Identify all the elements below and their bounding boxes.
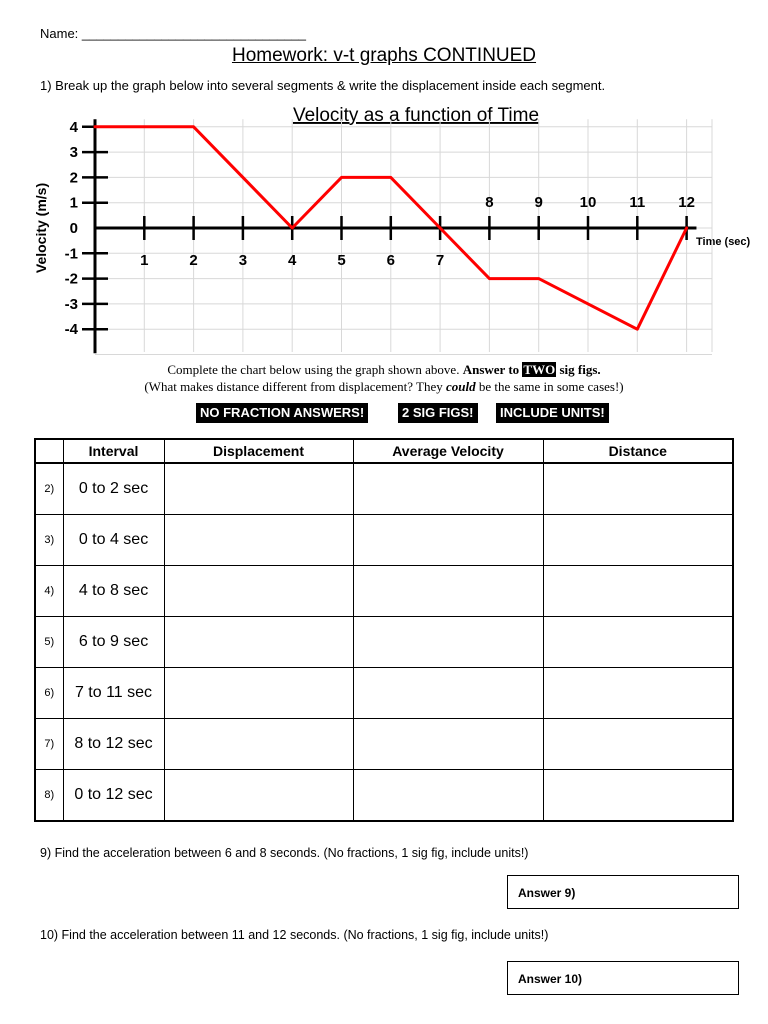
x-tick-label: 9 — [534, 194, 543, 211]
row-number: 3) — [35, 515, 63, 566]
y-tick-label: -2 — [64, 270, 78, 288]
displacement-cell[interactable] — [164, 770, 353, 822]
row-interval: 8 to 12 sec — [63, 719, 164, 770]
header-average-velocity: Average Velocity — [353, 439, 543, 463]
displacement-cell[interactable] — [164, 719, 353, 770]
distance-cell[interactable] — [543, 617, 733, 668]
instructions-line-1: Complete the chart below using the graph shown above. Answer to TWO sig figs. — [167, 362, 601, 377]
displacement-cell[interactable] — [164, 463, 353, 515]
average-velocity-cell[interactable] — [353, 617, 543, 668]
answer-10-label: Answer 10) — [518, 972, 583, 986]
displacement-cell[interactable] — [164, 617, 353, 668]
header-interval: Interval — [63, 439, 164, 463]
y-tick-label: -3 — [64, 295, 78, 313]
row-number: 5) — [35, 617, 63, 668]
table-row — [35, 617, 733, 668]
page-title: Homework: v-t graphs CONTINUED — [231, 45, 537, 66]
x-tick-label: 10 — [579, 194, 597, 211]
header-displacement: Displacement — [164, 439, 353, 463]
displacement-cell[interactable] — [164, 515, 353, 566]
table-row — [35, 515, 733, 566]
chart-axes — [95, 119, 696, 353]
row-interval: 6 to 9 sec — [63, 617, 164, 668]
chart-title: Velocity as a function of Time — [292, 105, 540, 126]
row-interval: 0 to 2 sec — [63, 463, 164, 515]
row-interval: 4 to 8 sec — [63, 566, 164, 617]
header-number — [35, 439, 63, 463]
displacement-cell[interactable] — [164, 668, 353, 719]
average-velocity-cell[interactable] — [353, 719, 543, 770]
distance-cell[interactable] — [543, 566, 733, 617]
question-10-text: 10) Find the acceleration between 11 and 12 seconds. (No fractions, 1 sig fig, include units!) — [40, 928, 549, 942]
y-tick-label: 0 — [69, 220, 78, 237]
average-velocity-cell[interactable] — [353, 566, 543, 617]
x-tick-label: 11 — [629, 194, 646, 211]
y-tick-label: 4 — [69, 118, 78, 136]
distance-cell[interactable] — [543, 463, 733, 515]
question-9-text: 9) Find the acceleration between 6 and 8 seconds. (No fractions, 1 sig fig, include units!) — [40, 846, 529, 860]
question-1-text: 1) Break up the graph below into several segments & write the displacement inside each segment. — [40, 78, 606, 93]
row-interval: 0 to 12 sec — [63, 770, 164, 822]
badge-no-fraction: NO FRACTION ANSWERS! — [196, 403, 368, 423]
two-highlight: TWO — [523, 362, 556, 377]
answer-10-box[interactable] — [507, 961, 739, 995]
distance-cell[interactable] — [543, 515, 733, 566]
row-interval: 0 to 4 sec — [63, 515, 164, 566]
answer-9-label: Answer 9) — [518, 886, 576, 900]
row-number: 6) — [35, 668, 63, 719]
y-tick-label: -1 — [64, 245, 78, 263]
x-tick-label: 6 — [386, 252, 395, 269]
x-tick-label: 3 — [238, 252, 248, 269]
average-velocity-cell[interactable] — [353, 515, 543, 566]
distance-cell[interactable] — [543, 668, 733, 719]
y-tick-label: 2 — [69, 169, 78, 187]
row-number: 2) — [35, 463, 63, 515]
y-tick-label: 1 — [69, 194, 78, 212]
header-distance: Distance — [543, 439, 733, 463]
badge-include-units: INCLUDE UNITS! — [496, 403, 609, 423]
x-tick-label: 2 — [189, 252, 198, 269]
answer-table — [34, 438, 734, 822]
table-row — [35, 463, 733, 515]
distance-cell[interactable] — [543, 719, 733, 770]
answer-9-box[interactable] — [507, 875, 739, 909]
row-number: 7) — [35, 719, 63, 770]
x-axis-label: Time (sec) — [696, 236, 751, 248]
table-header-row — [35, 439, 733, 463]
table-row — [35, 770, 733, 822]
y-tick-label: 3 — [69, 144, 78, 162]
distance-cell[interactable] — [543, 770, 733, 822]
row-number: 4) — [35, 566, 63, 617]
row-number: 8) — [35, 770, 63, 822]
x-tick-label: 7 — [435, 252, 445, 269]
table-row — [35, 668, 733, 719]
x-tick-label: 1 — [140, 252, 149, 269]
x-tick-label: 4 — [288, 252, 297, 269]
average-velocity-cell[interactable] — [353, 463, 543, 515]
instructions-line-2: (What makes distance different from displacement? They could be the same in some cases!) — [144, 379, 624, 394]
displacement-cell[interactable] — [164, 566, 353, 617]
badge-sig-figs: 2 SIG FIGS! — [398, 403, 478, 423]
velocity-time-chart — [0, 95, 768, 360]
average-velocity-cell[interactable] — [353, 668, 543, 719]
row-interval: 7 to 11 sec — [63, 668, 164, 719]
name-field: Name: _______________________________ — [40, 26, 307, 41]
x-tick-label: 8 — [485, 194, 494, 211]
y-tick-label: -4 — [64, 321, 78, 339]
average-velocity-cell[interactable] — [353, 770, 543, 822]
x-tick-label: 12 — [678, 194, 695, 211]
x-tick-label: 5 — [337, 252, 346, 269]
y-axis-label: Velocity (m/s) — [33, 182, 49, 274]
table-row — [35, 566, 733, 617]
table-row — [35, 719, 733, 770]
